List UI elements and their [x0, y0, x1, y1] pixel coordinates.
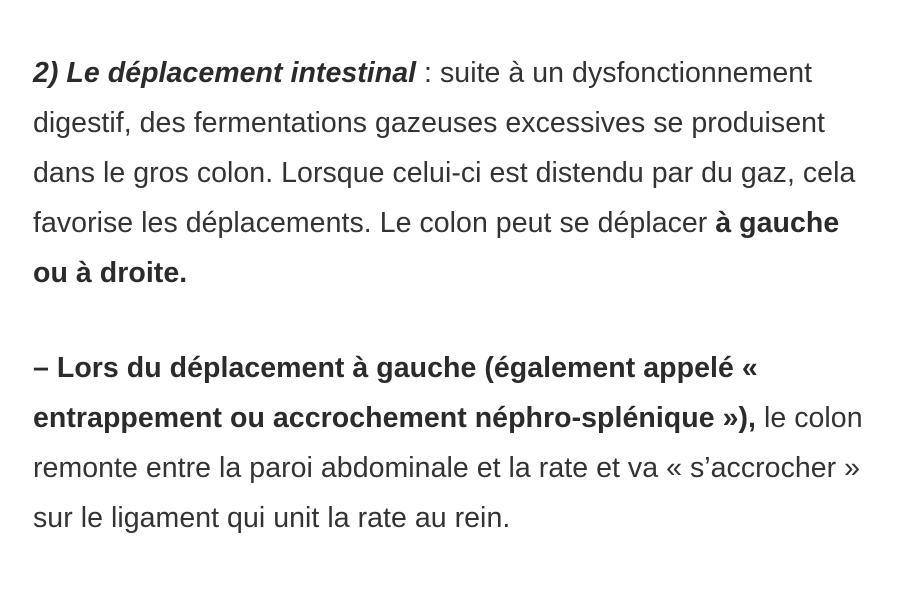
emphasis-text: à gauche ou à droite.	[33, 207, 840, 289]
subsection-heading: – Lors du déplacement à gauche (également appelé « entrappement ou accrochement néphro-splénique »),	[33, 352, 758, 434]
section-heading: 2) Le déplacement intestinal	[33, 57, 417, 89]
paragraph-text: le colon remonte entre la paroi abdominale et la rate et va « s’accrocher » sur le ligament qui unit la rate au rein.	[33, 402, 863, 534]
paragraph-left-displacement	[33, 343, 873, 543]
paragraph-text: : suite à un dysfonctionnement digestif, des fermentations gazeuses excessives se produisent dans le gros colon. Lorsque celui-ci est distendu par du gaz, cela favorise les déplacements. Le colon peut se déplacer	[33, 57, 856, 239]
article-body	[33, 48, 873, 543]
paragraph-intestinal-displacement	[33, 48, 873, 298]
